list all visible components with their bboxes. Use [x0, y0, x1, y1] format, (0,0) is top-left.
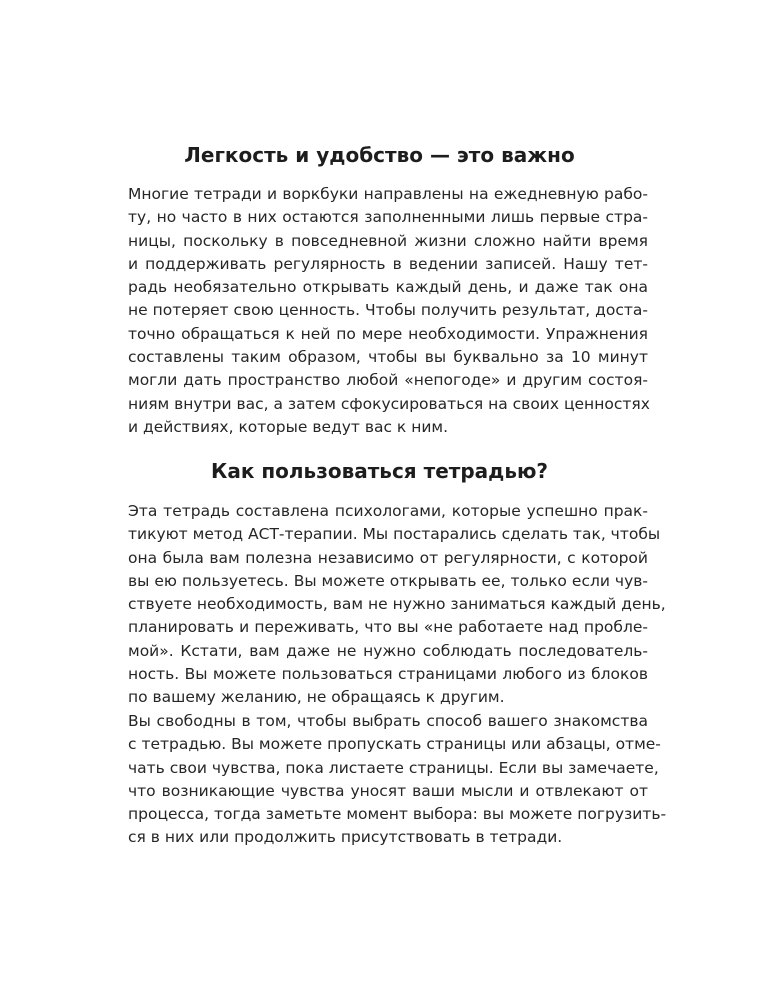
section-heading-how-to-use: Как пользоваться тетрадью? — [210, 459, 549, 483]
text-line: она была вам полезна независимо от регулярности, с которой — [128, 548, 648, 567]
text-line: чать свои чувства, пока листаете страницы. Если вы замечаете, — [128, 758, 659, 777]
text-line: не потеряет свою ценность. Чтобы получить результат, доста- — [128, 301, 648, 320]
text-line: ствуете необходимость, вам не нужно заниматься каждый день, — [128, 595, 666, 614]
text-line: Вы свободны в том, чтобы выбрать способ вашего знакомства — [128, 712, 648, 730]
text-line: Эта тетрадь составлена психологами, которые успешно прак- — [128, 502, 648, 520]
text-line: Многие тетради и воркбуки направлены на ежедневную рабо- — [128, 185, 648, 203]
text-line: и действиях, которые ведут вас к ним. — [128, 417, 449, 436]
text-line: по вашему желанию, не обращаясь к другим. — [128, 688, 505, 707]
paragraph-how-to-use-1 — [128, 500, 666, 710]
section-heading-ease: Легкость и удобство — это важно — [184, 143, 575, 167]
text-line: ся в них или продолжить присутствовать в тетради. — [128, 828, 563, 847]
text-line: планировать и переживать, что вы «не работаете над пробле- — [128, 618, 648, 637]
text-line: точно обращаться к ней по мере необходимости. Упражнения — [128, 324, 648, 343]
text-line: что возникающие чувства уносят ваши мысли и отвлекают от — [128, 781, 648, 800]
text-line: с тетрадью. Вы можете пропускать страницы или абзацы, отме- — [128, 735, 661, 754]
text-line: тикуют метод АСТ-терапии. Мы постарались сделать так, чтобы — [128, 525, 661, 544]
text-line: ность. Вы можете пользоваться страницами любого из блоков — [128, 665, 648, 684]
text-line: ниям внутри вас, а затем сфокусироваться на своих ценностях — [128, 394, 650, 413]
paragraph-how-to-use-2 — [128, 710, 667, 850]
text-line: вы ею пользуетесь. Вы можете открывать ее, только если чув- — [128, 571, 648, 590]
text-line: составлены таким образом, чтобы вы буквально за 10 минут — [128, 348, 648, 367]
text-line: радь необязательно открывать каждый день, и даже так она — [128, 278, 648, 297]
text-line: ницы, поскольку в повседневной жизни сложно найти время — [128, 231, 648, 250]
text-line: мой». Кстати, вам даже не нужно соблюдать последователь- — [128, 641, 648, 660]
text-line: ту, но часто в них остаются заполненными лишь первые стра- — [128, 208, 648, 227]
paragraph-ease — [128, 183, 648, 439]
text-line: и поддерживать регулярность в ведении записей. Нашу тет- — [128, 254, 648, 273]
text-line: могли дать пространство любой «непогоде» и другим состоя- — [128, 371, 648, 390]
text-line: процесса, тогда заметьте момент выбора: вы можете погрузить- — [128, 805, 667, 824]
